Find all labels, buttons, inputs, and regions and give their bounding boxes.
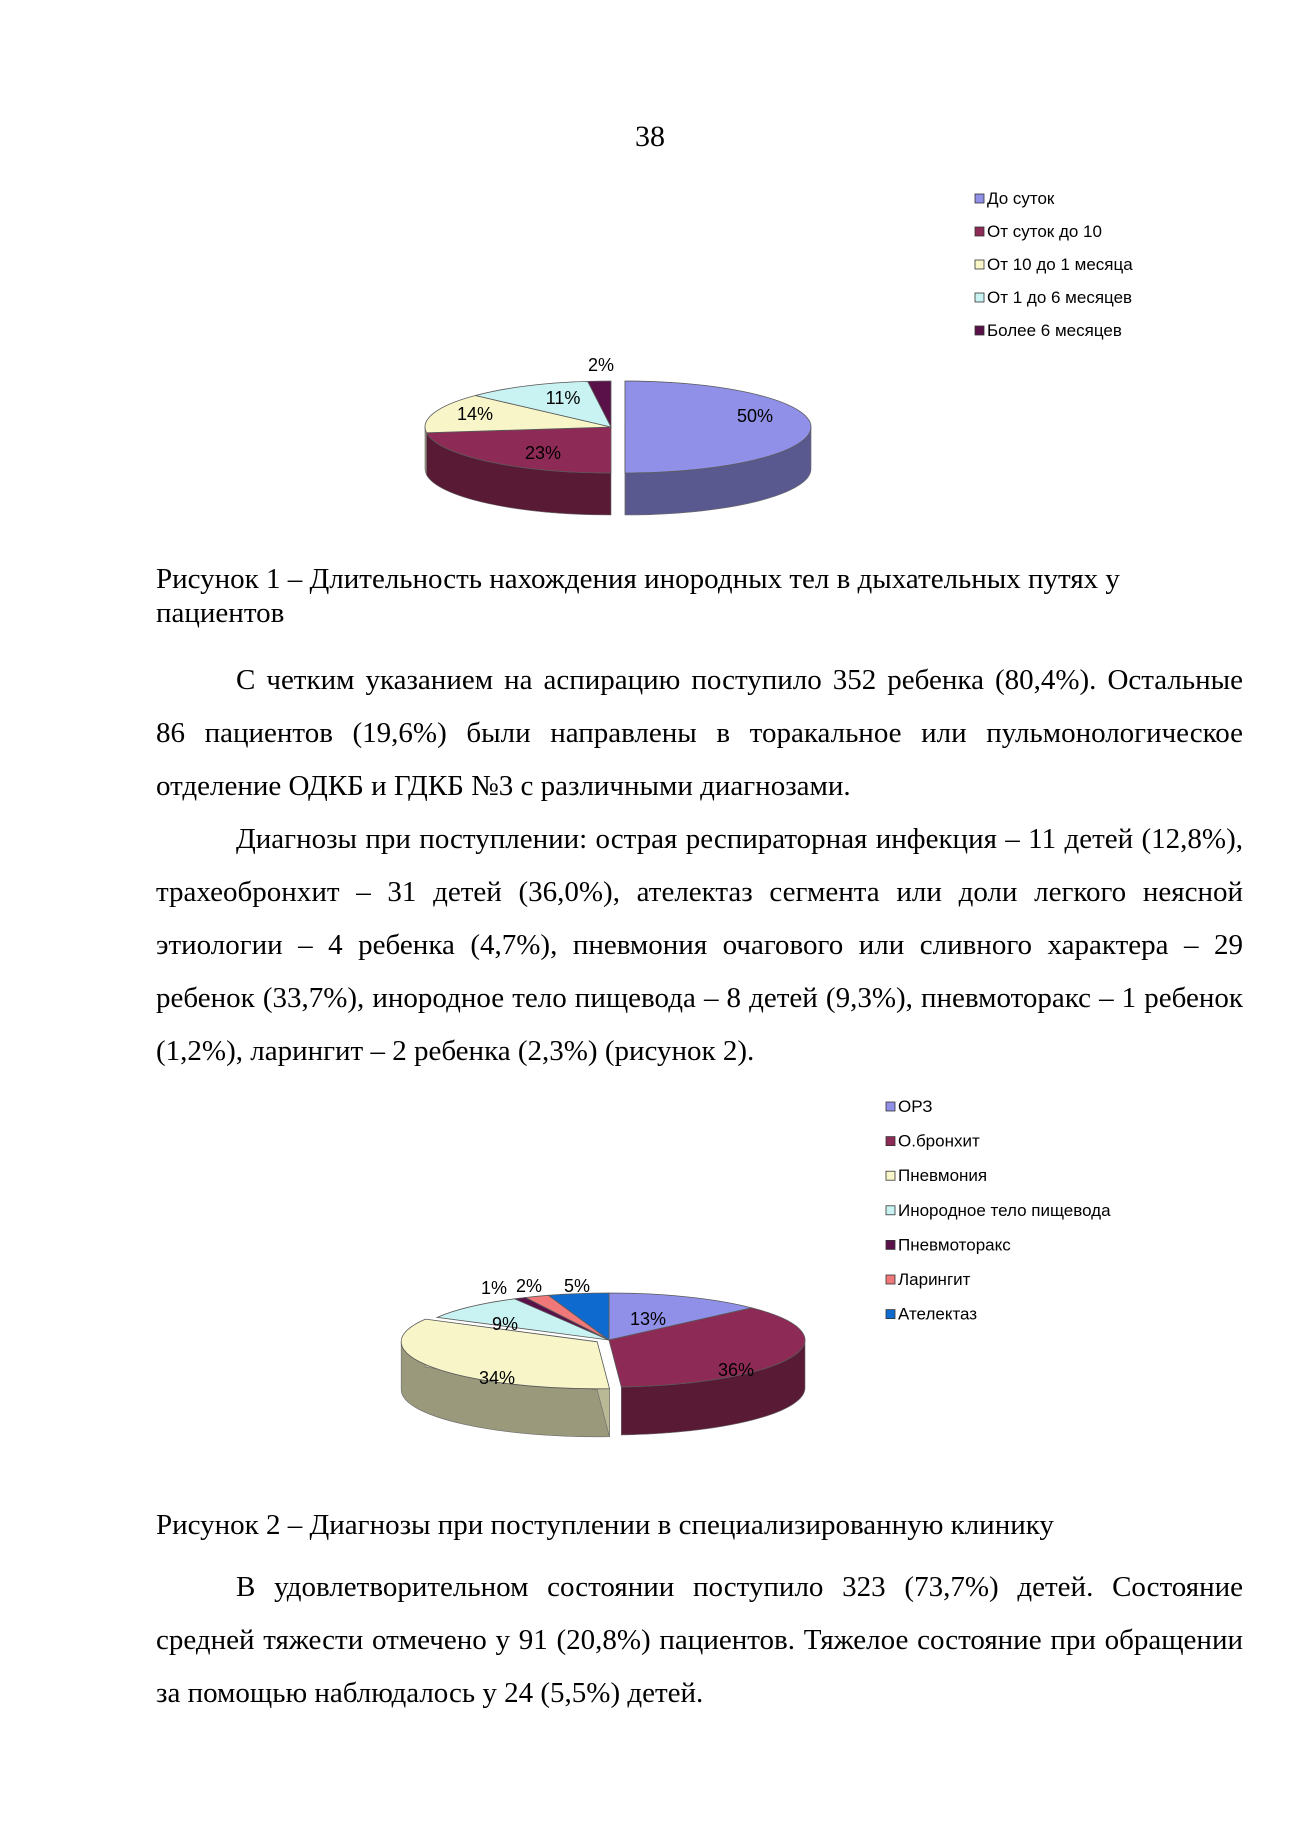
chart1-data-label-от-10-до-1-месяца: 14% [456, 404, 494, 424]
chart1-legend-entry-до-суток [975, 189, 1055, 208]
chart1-legend-swatch [975, 227, 984, 236]
chart2-data-label-пневмония: 34% [478, 1368, 516, 1388]
chart2-legend-label: ОРЗ [898, 1097, 933, 1116]
chart1-slice-от-10-до-1-месяца-side [425, 427, 426, 475]
chart1-data-label-от-суток-до-10: 23% [524, 443, 562, 463]
chart2-legend-swatch [886, 1240, 895, 1249]
chart1-legend-entry-от-1-до-6-месяцев [975, 288, 1132, 307]
chart1-data-label-до-суток: 50% [736, 406, 774, 426]
chart1-legend-label: Более 6 месяцев [987, 321, 1122, 340]
chart1-legend-swatch [975, 194, 984, 203]
chart2-legend-entry-пневмония [886, 1166, 987, 1185]
chart1-legend-swatch [975, 326, 984, 335]
chart2-legend-label: Инородное тело пищевода [898, 1200, 1111, 1220]
chart2-legend-label: О.бронхит [898, 1131, 980, 1151]
figure-2-caption: Рисунок 2 – Диагнозы при поступлении в специализированную клинику [156, 1509, 1054, 1541]
chart1-legend-entry-от-суток-до-10 [975, 222, 1102, 241]
chart2-legend-swatch [886, 1206, 895, 1215]
chart2-legend-entry-о-бронхит [886, 1132, 980, 1151]
chart2-data-label-ларингит: 2% [515, 1276, 543, 1296]
chart2-legend-entry-ателектаз [886, 1305, 977, 1324]
chart2-data-label-инородное-тело-пищевода: 9% [491, 1314, 519, 1334]
chart1-legend-entry-от-10-до-1-месяца [975, 255, 1133, 274]
chart1-legend-entry-более-6-месяцев [975, 321, 1122, 340]
chart2-legend-swatch [886, 1310, 895, 1319]
chart2-legend-swatch [886, 1102, 895, 1111]
chart2-data-label-пневмоторакс: 1% [480, 1278, 508, 1298]
chart2-data-label-ателектаз: 5% [563, 1276, 591, 1296]
chart2-data-label-орз: 13% [629, 1309, 667, 1329]
chart1-legend-label: От суток до 10 [987, 222, 1102, 241]
chart2-legend-entry-пневмоторакс [886, 1235, 1011, 1254]
figure-1-pie-chart [0, 170, 1300, 530]
chart2-legend-entry-орз [886, 1097, 932, 1116]
page-number: 38 [635, 120, 665, 153]
chart2-legend-label: Пневмоторакс [898, 1235, 1011, 1255]
chart1-legend-label: От 1 до 6 месяцев [987, 288, 1133, 307]
paragraph-diagnoses: Диагнозы при поступлении: острая респираторная инфекция – 11 детей (12,8%), трахеобронхит – 31 детей (36,0%), ателектаз сегмента или доли легкого неясной этиологии – 4 ребенка (4,7%), пневмония очагового или сливного характера – 29 ребенок (33,7%), инородное тело пищевода – 8 детей (9,3%), пневмоторакс – 1 ребенок (1,2%), ларингит – 2 ребенка (2,3%) (рисунок 2). [156, 823, 1243, 1067]
chart1-legend-label: До суток [987, 189, 1055, 208]
chart2-data-label-о-бронхит: 36% [717, 1360, 755, 1380]
chart2-legend-label: Пневмония [898, 1166, 988, 1186]
chart2-legend-entry-ларингит [886, 1270, 971, 1289]
chart2-legend-swatch [886, 1171, 895, 1180]
chart2-legend-entry-инородное-тело-пищевода [886, 1201, 1111, 1220]
chart2-legend-swatch [886, 1137, 895, 1146]
figure-2-pie-chart [0, 1075, 1300, 1455]
chart1-legend-swatch [975, 293, 984, 302]
paragraph-condition: В удовлетворительном состоянии поступило 323 (73,7%) детей. Состояние средней тяжести отмечено у 91 (20,8%) пациентов. Тяжелое состояние при обращении за помощью наблюдалось у 24 (5,5%) детей. [156, 1571, 1243, 1709]
paragraph-aspiration: С четким указанием на аспирацию поступило 352 ребенка (80,4%). Остальные 86 пациентов (19,6%) были направлены в торакальное или пульмонологическое отделение ОДКБ и ГДКБ №3 с различными диагнозами. [156, 664, 1243, 802]
chart2-legend-swatch [886, 1275, 895, 1284]
chart1-data-label-более-6-месяцев: 2% [587, 355, 615, 375]
chart1-legend-swatch [975, 260, 984, 269]
figure-1-caption: Рисунок 1 – Длительность нахождения инородных тел в дыхательных путях у пациентов [156, 563, 1120, 629]
chart2-legend-label: Ларингит [898, 1270, 971, 1289]
chart1-data-label-от-1-до-6-месяцев: 11% [545, 388, 581, 408]
chart1-legend-label: От 10 до 1 месяца [987, 255, 1133, 274]
chart2-legend-label: Ателектаз [898, 1304, 978, 1324]
